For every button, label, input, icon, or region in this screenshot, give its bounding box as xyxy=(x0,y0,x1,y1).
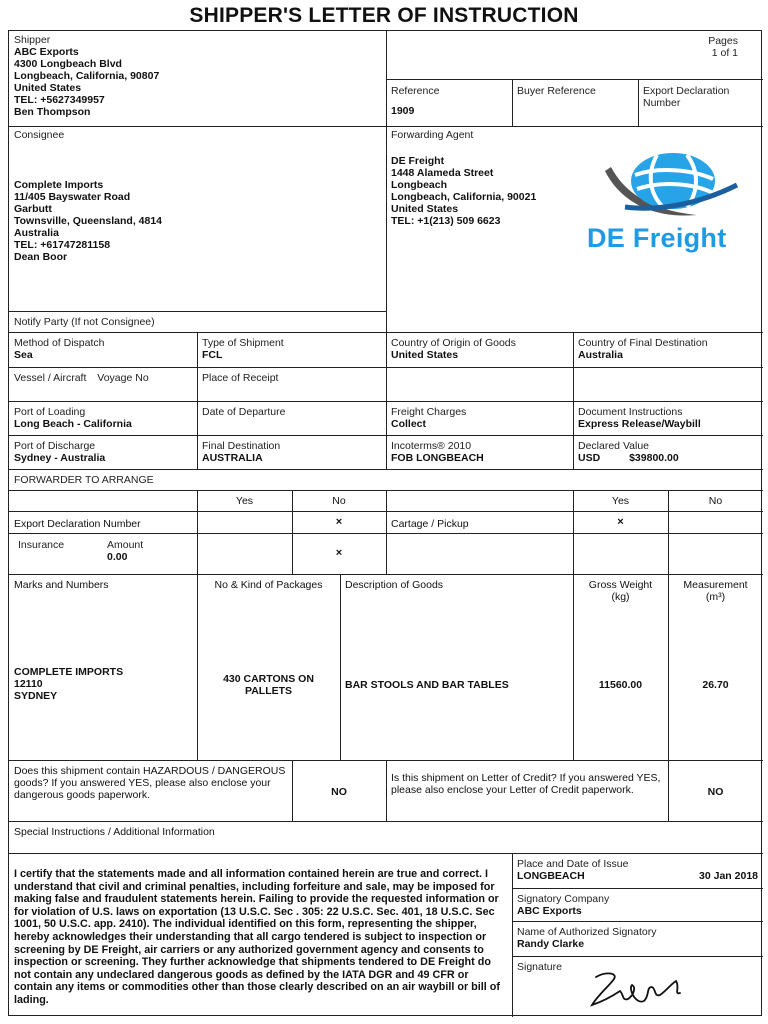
place-date-issue-label: Place and Date of Issue xyxy=(517,858,629,870)
measurement-value: 26.70 xyxy=(702,679,729,691)
export-declaration-label: Export Declaration Number xyxy=(643,85,730,109)
country-of-origin-cell xyxy=(386,334,573,367)
method-of-dispatch-label: Method of Dispatch xyxy=(14,337,105,349)
marks-label: Marks and Numbers xyxy=(14,579,109,591)
export-declaration-cell xyxy=(638,79,763,126)
insurance-cell xyxy=(13,536,197,574)
country-of-destination-value: Australia xyxy=(578,349,623,361)
marks-value: COMPLETE IMPORTS 12110 SYDNEY xyxy=(14,666,124,702)
hazardous-question: Does this shipment contain HAZARDOUS / DANGEROUS goods? If you answered YES, please also enclose your dangerous goods paperwork. xyxy=(14,765,286,801)
consignee-details: Complete Imports 11/405 Bayswater Road Garbutt Townsville, Queensland, 4814 Australia TEL: +61747281158 Dean Boor xyxy=(14,179,163,263)
letter-of-credit-answer: NO xyxy=(707,786,724,798)
reference-value: 1909 xyxy=(391,105,415,117)
export-declaration-no-mark: × xyxy=(335,516,343,528)
pages-value: 1 of 1 xyxy=(711,47,738,59)
reference-label: Reference xyxy=(391,85,440,97)
globe-logo-icon xyxy=(587,149,757,229)
gross-weight-label: Gross Weight (kg) xyxy=(588,579,653,603)
insurance-amount-value: 0.00 xyxy=(107,551,128,563)
export-declaration-row-label: Export Declaration Number xyxy=(14,518,141,530)
signatory-company-cell xyxy=(512,890,763,921)
incoterms-value: FOB LONGBEACH xyxy=(391,452,484,464)
incoterms-label: Incoterms® 2010 xyxy=(391,440,472,452)
vessel-label: Vessel / Aircraft xyxy=(14,372,87,384)
document-title: SHIPPER'S LETTER OF INSTRUCTION xyxy=(189,4,579,27)
de-freight-logo xyxy=(587,149,757,259)
notify-party-cell xyxy=(9,313,386,332)
description-label: Description of Goods xyxy=(345,579,444,591)
port-of-discharge-label: Port of Discharge xyxy=(14,440,96,452)
port-of-loading-cell xyxy=(9,403,197,435)
insurance-amount-label: Amount xyxy=(107,539,144,551)
incoterms-cell xyxy=(386,437,573,469)
letter-of-credit-question: Is this shipment on Letter of Credit? If you answered YES, please also enclose your Letter of Credit paperwork. xyxy=(391,772,661,796)
reference-cell xyxy=(386,79,512,126)
place-of-issue: LONGBEACH xyxy=(517,870,585,882)
authorized-signatory-label: Name of Authorized Signatory xyxy=(517,926,657,938)
shipper-details: ABC Exports 4300 Longbeach Blvd Longbeach, California, 90807 United States TEL: +5627349957 Ben Thompson xyxy=(14,46,160,118)
country-of-destination-label: Country of Final Destination xyxy=(578,337,708,349)
place-date-issue-cell xyxy=(512,855,763,888)
notify-party-label: Notify Party (If not Consignee) xyxy=(14,316,155,328)
declared-value-label: Declared Value xyxy=(578,440,650,452)
type-of-shipment-cell xyxy=(197,334,386,367)
declared-value-amount: $39800.00 xyxy=(629,452,679,464)
instruction-form xyxy=(8,30,762,1016)
consignee-label: Consignee xyxy=(14,129,65,141)
declared-value-currency: USD xyxy=(578,452,601,464)
no-header-left: No xyxy=(332,495,346,507)
shipper-section xyxy=(9,31,386,126)
pages-label: Pages xyxy=(708,35,738,47)
shipper-label: Shipper xyxy=(14,34,51,46)
port-of-discharge-cell xyxy=(9,437,197,469)
method-of-dispatch-cell xyxy=(9,334,197,367)
consignee-section xyxy=(9,126,386,311)
forwarder-to-arrange-label: FORWARDER TO ARRANGE xyxy=(14,474,154,486)
signature-label: Signature xyxy=(517,961,562,973)
measurement-label: Measurement (m³) xyxy=(683,579,748,603)
forwarding-agent-label: Forwarding Agent xyxy=(391,129,474,141)
packages-label: No & Kind of Packages xyxy=(214,579,323,591)
buyer-reference-label: Buyer Reference xyxy=(517,85,596,97)
date-of-departure-cell xyxy=(197,403,386,435)
authorized-signatory-cell xyxy=(512,923,763,956)
yes-header-right: Yes xyxy=(611,495,630,507)
packages-value: 430 CARTONS ON PALLETS xyxy=(223,673,314,697)
hazardous-answer: NO xyxy=(331,786,347,798)
freight-charges-cell xyxy=(386,403,573,435)
handwritten-signature xyxy=(584,965,694,1013)
country-of-origin-label: Country of Origin of Goods xyxy=(391,337,516,349)
declared-value-cell xyxy=(573,437,763,469)
final-destination-label: Final Destination xyxy=(202,440,281,452)
forwarding-agent-details: DE Freight 1448 Alameda Street Longbeach Longbeach, California, 90021 United States TEL: +1(213) 509 6623 xyxy=(391,155,537,227)
date-of-issue: 30 Jan 2018 xyxy=(699,870,758,882)
document-instructions-value: Express Release/Waybill xyxy=(578,418,701,430)
forwarder-to-arrange-header xyxy=(9,471,763,490)
authorized-signatory-value: Randy Clarke xyxy=(517,938,585,950)
signatory-company-value: ABC Exports xyxy=(517,905,582,917)
cartage-yes-mark: × xyxy=(617,516,624,528)
insurance-no-mark: × xyxy=(335,547,343,559)
port-of-loading-label: Port of Loading xyxy=(14,406,86,418)
description-value: BAR STOOLS AND BAR TABLES xyxy=(345,679,509,691)
country-of-destination-cell xyxy=(573,334,763,367)
insurance-label: Insurance xyxy=(18,539,65,551)
gross-weight-value: 11560.00 xyxy=(598,679,643,691)
freight-charges-label: Freight Charges xyxy=(391,406,467,418)
logo-text: DE Freight xyxy=(587,223,727,253)
final-destination-cell xyxy=(197,437,386,469)
method-of-dispatch-value: Sea xyxy=(14,349,33,361)
certification-text: I certify that the statements made and all information contained herein are true and correct. I understand that civil and criminal penalties, including forfeiture and sale, may be imposed for making false and fraudulent statements herein. Failing to provide the requested information or for violation of U.S. laws on exportation (13 U.S.C. Sec . 305: 22 U.S.C. Sec. 401, 18 U.S.C. Sec 1001, 50 U.S.C. app. 2410). The individual identified on this form, representing the shipper, hereby acknowledges their understanding that all cargo tendered is subject to inspection or screening by DE Freight, air carriers or any authorized government agency and consents to inspection or screening. They further acknowledge that shipments tendered to DE Freight do not contain any undeclared dangerous goods as defined by the IATA DGR and 49 CFR or contain any items or commodities other than those clearly described on an air waybill or bill of lading. xyxy=(14,868,500,1006)
buyer-reference-cell xyxy=(512,79,638,126)
document-instructions-cell xyxy=(573,403,763,435)
port-of-loading-value: Long Beach - California xyxy=(14,418,132,430)
signatory-company-label: Signatory Company xyxy=(517,893,610,905)
country-of-origin-value: United States xyxy=(391,349,459,361)
special-instructions-label: Special Instructions / Additional Information xyxy=(14,826,215,838)
type-of-shipment-label: Type of Shipment xyxy=(202,337,284,349)
place-of-receipt-label: Place of Receipt xyxy=(202,372,279,384)
final-destination-value: AUSTRALIA xyxy=(202,452,263,464)
vessel-cell xyxy=(9,369,197,401)
voyage-label: Voyage No xyxy=(97,372,149,384)
yes-header-left: Yes xyxy=(235,495,254,507)
document-instructions-label: Document Instructions xyxy=(578,406,683,418)
date-of-departure-label: Date of Departure xyxy=(202,406,286,418)
cartage-label: Cartage / Pickup xyxy=(391,518,469,530)
freight-charges-value: Collect xyxy=(391,418,427,430)
no-header-right: No xyxy=(708,495,723,507)
place-of-receipt-cell xyxy=(197,369,386,401)
pages-section xyxy=(386,31,763,79)
type-of-shipment-value: FCL xyxy=(202,349,223,361)
port-of-discharge-value: Sydney - Australia xyxy=(14,452,106,464)
